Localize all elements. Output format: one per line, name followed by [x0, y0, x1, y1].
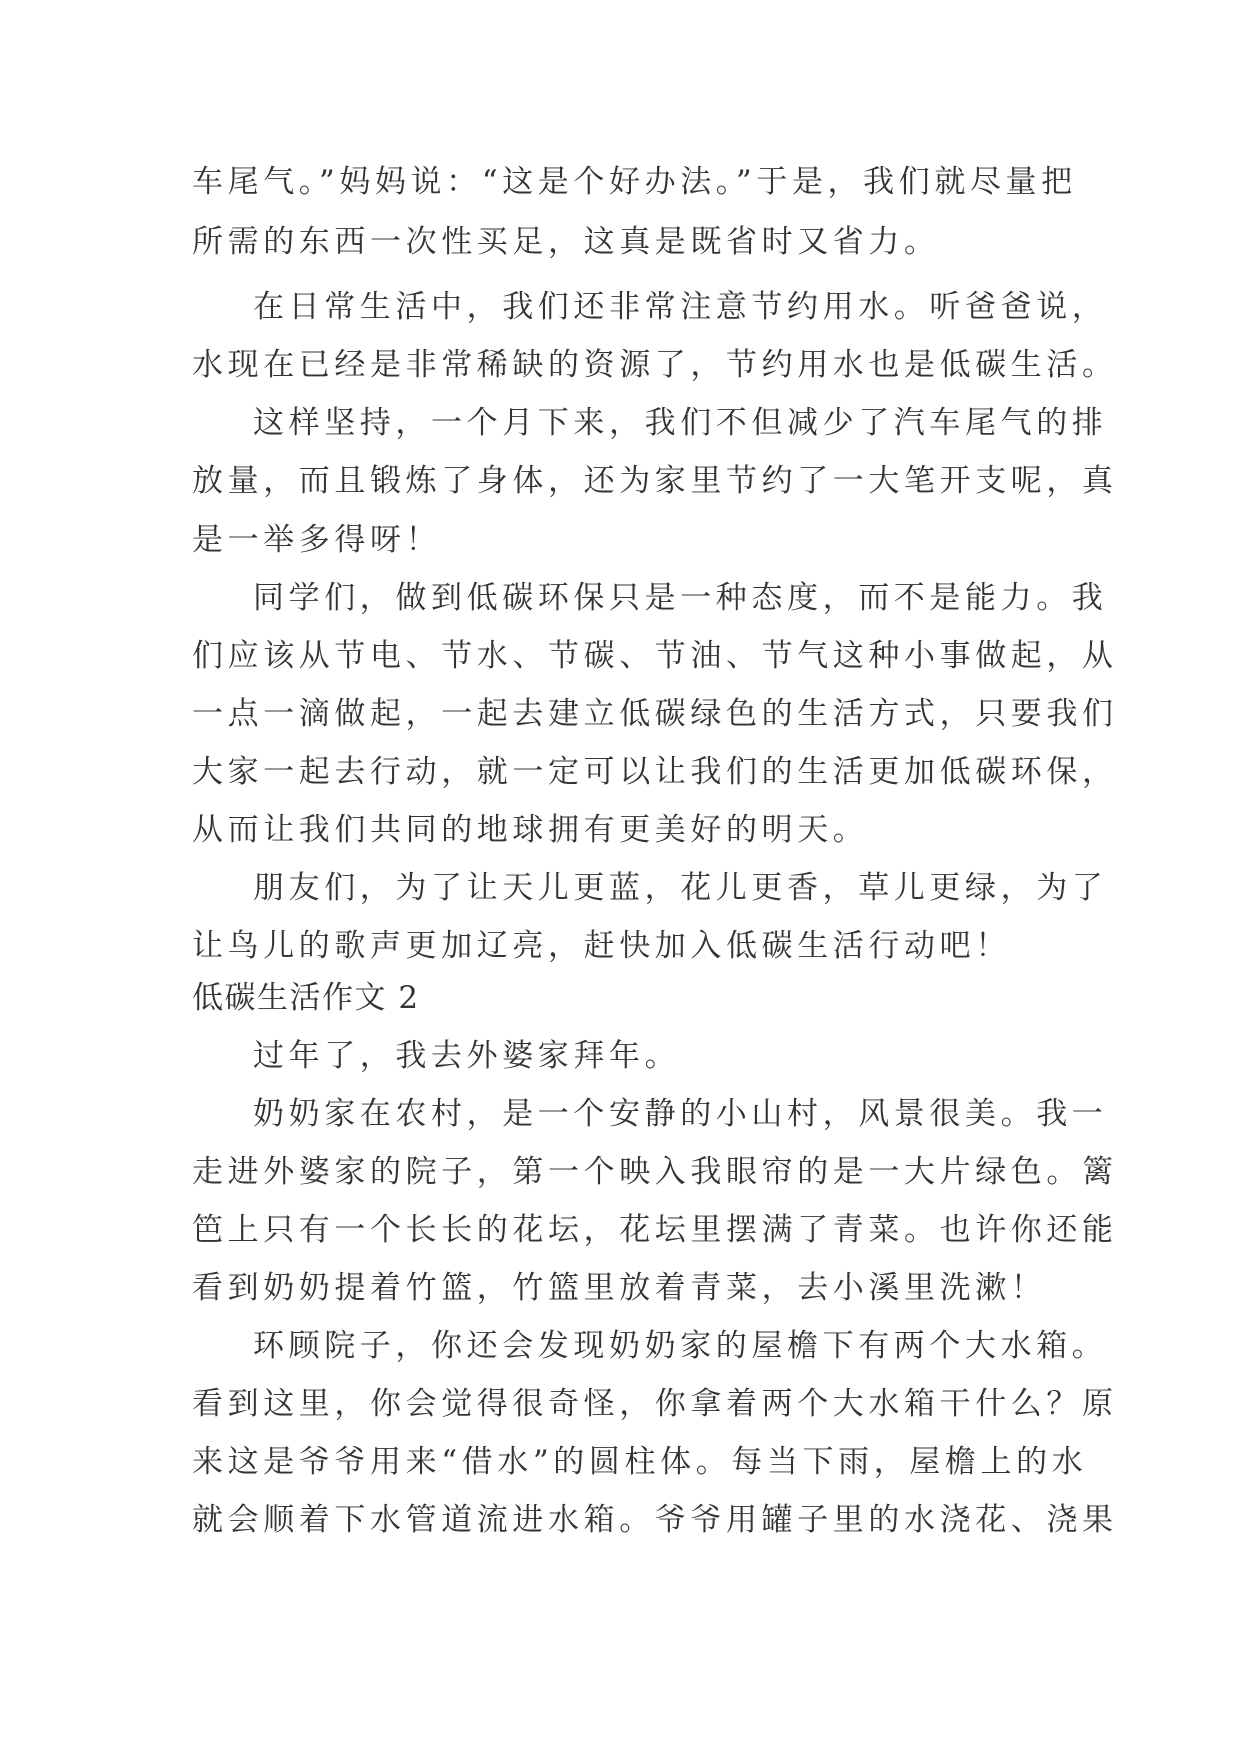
text-line: 环顾院子，你还会发现奶奶家的屋檐下有两个大水箱。: [253, 1328, 1108, 1364]
text-line: 们应该从节电、节水、节碳、节油、节气这种小事做起，从: [192, 638, 1118, 674]
text-line: 看到这里，你会觉得很奇怪，你拿着两个大水箱干什么？原: [192, 1386, 1118, 1422]
text-line: 朋友们，为了让天儿更蓝，花儿更香，草儿更绿，为了: [253, 870, 1108, 906]
text-line: 来这是爷爷用来“借水”的圆柱体。每当下雨，屋檐上的水: [192, 1444, 1088, 1480]
section-heading: 低碳生活作文 2: [192, 980, 420, 1016]
text-line: 从而让我们共同的地球拥有更美好的明天。: [192, 812, 869, 848]
text-line: 过年了，我去外婆家拜年。: [253, 1038, 681, 1074]
text-line: 同学们，做到低碳环保只是一种态度，而不是能力。我: [253, 580, 1108, 616]
text-line: 是一举多得呀！: [192, 522, 442, 558]
text-line: 车尾气。”妈妈说：“这是个好办法。”于是，我们就尽量把: [192, 164, 1077, 200]
text-line: 在日常生活中，我们还非常注意节约用水。听爸爸说，: [253, 289, 1108, 325]
text-line: 放量，而且锻炼了身体，还为家里节约了一大笔开支呢，真: [192, 463, 1118, 499]
text-line: 一点一滴做起，一起去建立低碳绿色的生活方式，只要我们: [192, 696, 1118, 732]
text-line: 看到奶奶提着竹篮，竹篮里放着青菜，去小溪里洗漱！: [192, 1270, 1047, 1306]
text-line: 所需的东西一次性买足，这真是既省时又省力。: [192, 224, 940, 260]
text-line: 水现在已经是非常稀缺的资源了，节约用水也是低碳生活。: [192, 347, 1118, 383]
text-line: 走进外婆家的院子，第一个映入我眼帘的是一大片绿色。篱: [192, 1154, 1118, 1190]
text-line: 大家一起去行动，就一定可以让我们的生活更加低碳环保，: [192, 754, 1118, 790]
text-line: 奶奶家在农村，是一个安静的小山村，风景很美。我一: [253, 1096, 1108, 1132]
text-line: 笆上只有一个长长的花坛，花坛里摆满了青菜。也许你还能: [192, 1212, 1118, 1248]
text-line: 让鸟儿的歌声更加辽亮，赶快加入低碳生活行动吧！: [192, 928, 1011, 964]
text-line: 就会顺着下水管道流进水箱。爷爷用罐子里的水浇花、浇果: [192, 1502, 1118, 1538]
text-line: 这样坚持，一个月下来，我们不但减少了汽车尾气的排: [253, 405, 1108, 441]
